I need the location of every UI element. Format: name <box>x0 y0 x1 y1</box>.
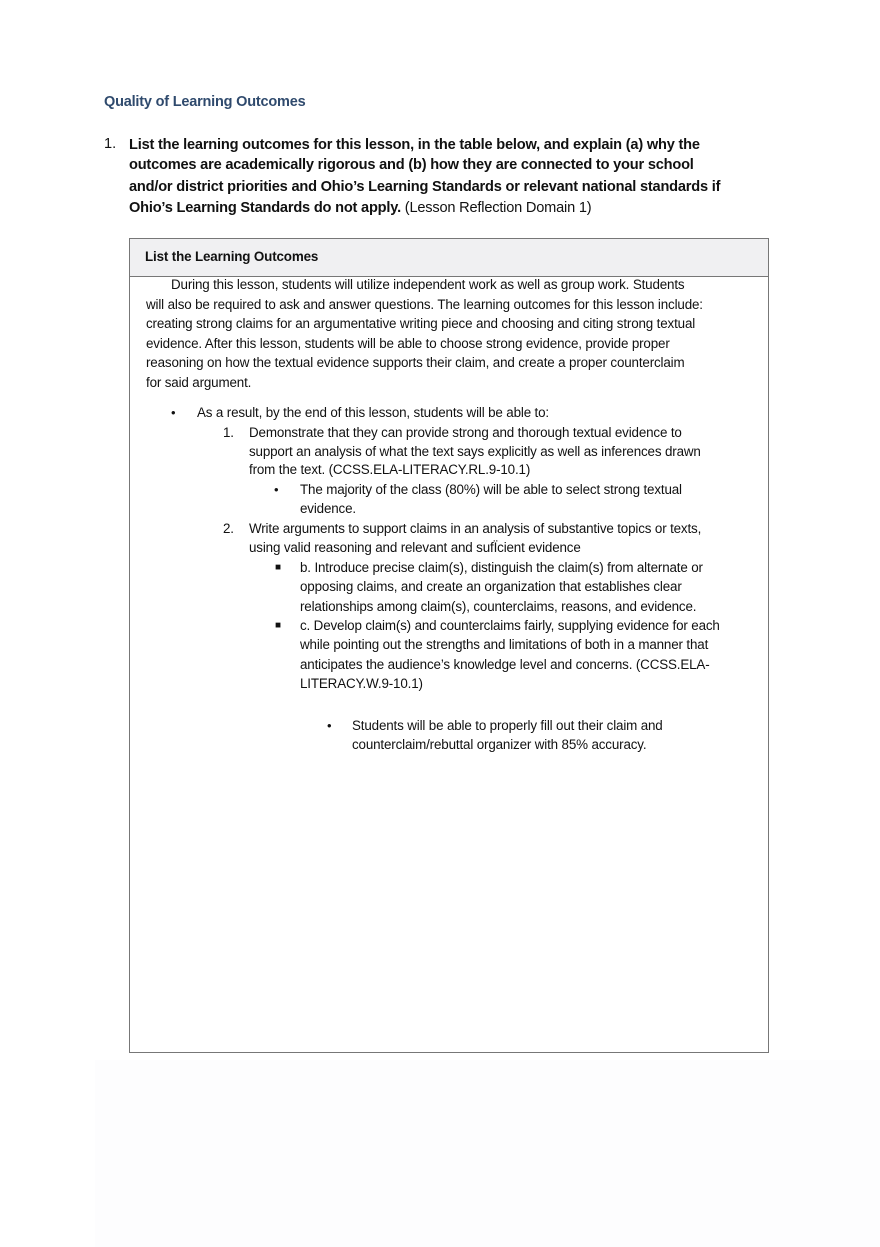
intro-line: During this lesson, students will utilize independent work as well as group work. Students <box>171 277 685 292</box>
item-line: support an analysis of what the text says explicitly as well as inferences drawn <box>249 444 701 459</box>
bullet-icon: • <box>274 482 279 497</box>
sub-b-line: opposing claims, and create an organization that establishes clear <box>300 579 682 594</box>
question-suffix: (Lesson Reflection Domain 1) <box>400 200 592 216</box>
question-line-last <box>129 199 591 217</box>
sub-line: The majority of the class (80%) will be able to select strong textual <box>300 482 682 497</box>
intro-line: will also be required to ask and answer questions. The learning outcomes for this lesson include: <box>146 297 703 312</box>
item-line: Demonstrate that they can provide strong and thorough textual evidence to <box>249 425 682 440</box>
square-bullet-icon: ■ <box>275 562 282 573</box>
bullet-icon: • <box>327 718 332 733</box>
question-line: outcomes are academically rigorous and (b) how they are connected to your school <box>129 157 694 173</box>
sub-line: evidence. <box>300 501 356 516</box>
sub-c-line: while pointing out the strengths and limitations of both in a manner that <box>300 637 709 652</box>
final-line: counterclaim/rebuttal organizer with 85% accuracy. <box>352 737 647 752</box>
sub-c-line: c. Develop claim(s) and counterclaims fairly, supplying evidence for each <box>300 618 720 633</box>
page-shade <box>95 1060 880 1247</box>
question-line: List the learning outcomes for this lesson, in the table below, and explain (a) why the <box>129 137 700 153</box>
bullet-text: As a result, by the end of this lesson, students will be able to: <box>197 405 550 420</box>
item-line: using valid reasoning and relevant and sufÏcient evidence <box>249 540 581 555</box>
intro-line: creating strong claims for an argumentative writing piece and choosing and citing strong textual <box>146 316 696 331</box>
intro-line: reasoning on how the textual evidence supports their claim, and create a proper counterclaim <box>146 355 685 370</box>
section-title: Quality of Learning Outcomes <box>104 94 306 110</box>
question-number: 1. <box>104 136 117 152</box>
sub-c-line: LITERACY.W.9-10.1) <box>300 676 423 691</box>
table-header <box>130 239 768 277</box>
question-line: and/or district priorities and Ohio’s Learning Standards or relevant national standards if <box>129 179 721 195</box>
question-bold-end: Ohio’s Learning Standards do not apply. <box>129 200 401 216</box>
sub-b-line: b. Introduce precise claim(s), distinguish the claim(s) from alternate or <box>300 560 703 575</box>
table-header-label: List the Learning Outcomes <box>145 249 319 264</box>
intro-line: for said argument. <box>146 375 252 390</box>
sub-c-line: anticipates the audience’s knowledge level and concerns. (CCSS.ELA- <box>300 657 710 672</box>
item-line: from the text. (CCSS.ELA-LITERACY.RL.9-10.1) <box>249 462 531 477</box>
square-bullet-icon: ■ <box>275 620 282 631</box>
item-line: Write arguments to support claims in an analysis of substantive topics or texts, <box>249 521 702 536</box>
final-line: Students will be able to properly fill out their claim and <box>352 718 663 733</box>
bullet-icon: • <box>171 405 176 420</box>
intro-line: evidence. After this lesson, students will be able to choose strong evidence, provide proper <box>146 336 670 351</box>
item-number: 1. <box>223 425 234 440</box>
item-number: 2. <box>223 521 234 536</box>
sub-b-line: relationships among claim(s), counterclaims, reasons, and evidence. <box>300 599 697 614</box>
